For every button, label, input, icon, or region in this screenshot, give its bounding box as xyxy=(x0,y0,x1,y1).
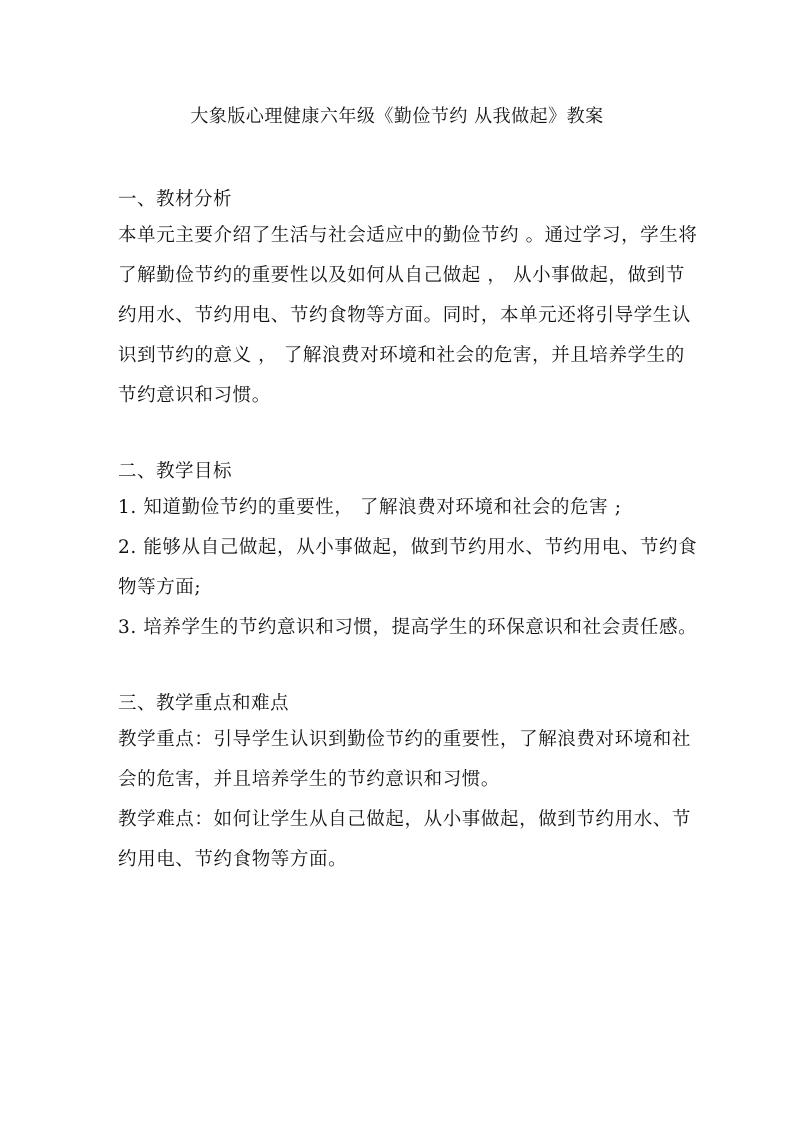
section-heading: 三、教学重点和难点 xyxy=(118,693,290,714)
objective-item: 3. 培养学生的节约意识和习惯，提高学生的环保意识和社会责任感。 xyxy=(118,617,698,638)
section-teaching-objectives xyxy=(118,456,698,648)
key-point-item: 教学重点：引导学生认识到勤俭节约的重要性，了解浪费对环境和社会的危害，并且培养学生的节约意识和习惯。 xyxy=(118,729,692,790)
objective-item: 2. 能够从自己做起，从小事做起，做到节约用水、节约用电、节约食物等方面; xyxy=(118,537,698,598)
difficulty-item: 教学难点：如何让学生从自己做起，从小事做起，做到节约用水、节约用电、节约食物等方面。 xyxy=(118,809,692,870)
section-paragraph: 本单元主要介绍了生活与社会适应中的勤俭节约 。通过学习，学生将了解勤俭节约的重要性以及如何从自己做起 ， 从小事做起，做到节约用水、节约用电、节约食物等方面。同时，本单元还将引导学生认识到节约的意义 ， 了解浪费对环境和社会的危害，并且培养学生的节约意识和习惯。 xyxy=(118,225,698,406)
document-title: 大象版心理健康六年级《勤俭节约 从我做起》教案 xyxy=(190,106,604,127)
section-materials-analysis xyxy=(118,184,698,416)
objective-item: 1. 知道勤俭节约的重要性， 了解浪费对环境和社会的危害 ; xyxy=(118,497,622,518)
section-heading: 二、教学目标 xyxy=(118,461,233,482)
document-body xyxy=(118,184,698,920)
section-heading: 一、教材分析 xyxy=(118,189,233,210)
section-key-points xyxy=(118,688,698,880)
